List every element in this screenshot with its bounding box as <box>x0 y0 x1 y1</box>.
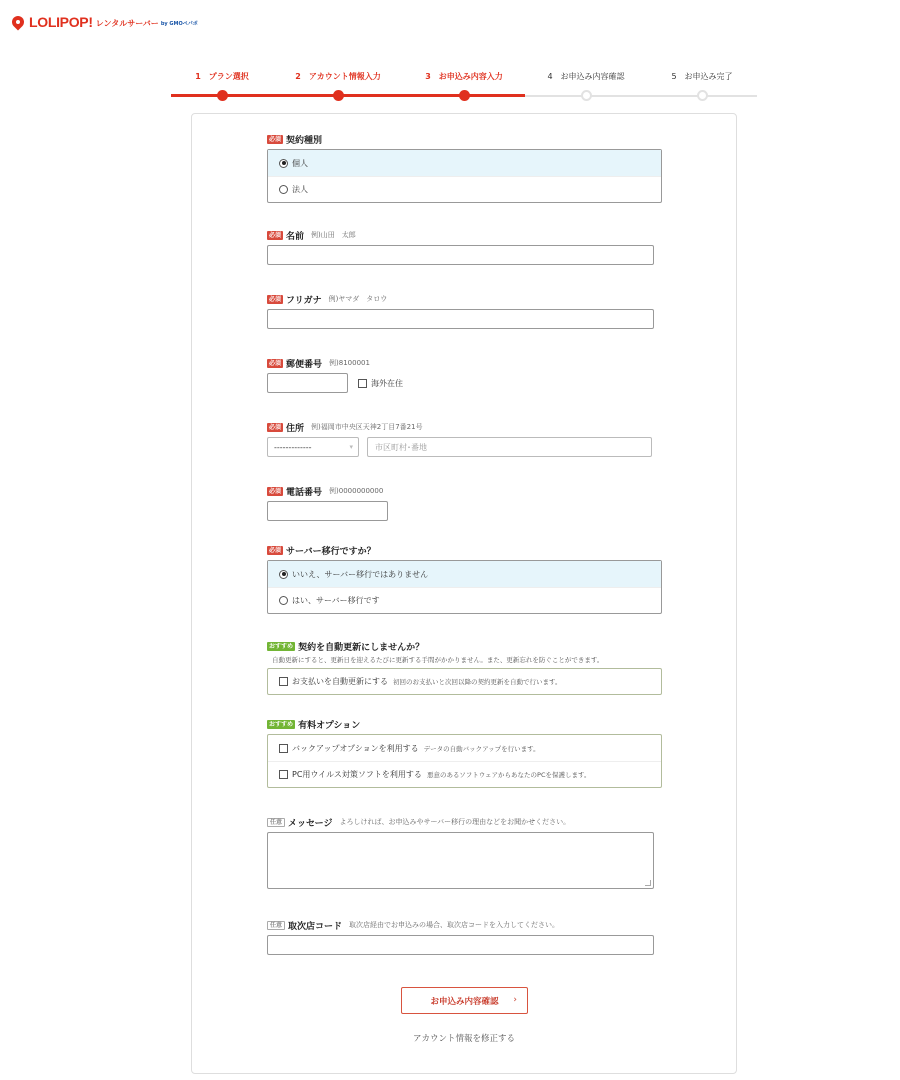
contract-type-radio-group <box>267 149 662 203</box>
phone-field <box>267 484 662 521</box>
overseas-checkbox[interactable] <box>358 378 403 389</box>
required-badge: 必須 <box>269 231 282 239</box>
postal-code-example: 例)8100001 <box>329 359 370 367</box>
prefecture-select[interactable]: ------------- ▾ <box>267 437 359 457</box>
antivirus-option-checkbox[interactable]: PC用ウイルス対策ソフトを利用する 悪意のあるソフトウェアからあなたのPCを保護します。 <box>268 761 661 787</box>
recommended-badge: おすすめ <box>269 642 294 650</box>
furigana-field <box>267 292 662 329</box>
checkbox-icon[interactable] <box>279 677 288 686</box>
name-label: 名前 <box>286 231 305 242</box>
required-badge: 必須 <box>269 359 282 367</box>
agent-code-example: 取次店経由でお申込みの場合、取次店コードを入力してください。 <box>349 921 560 929</box>
step-1-label: プラン選択 <box>208 72 249 81</box>
checkbox-icon[interactable] <box>279 770 288 779</box>
auto-renew-checkbox-label: お支払いを自動更新にする <box>292 677 388 686</box>
address-field <box>267 420 662 457</box>
radio-selected-icon[interactable] <box>279 570 288 579</box>
optional-badge: 任意 <box>267 921 285 930</box>
agent-code-input[interactable] <box>267 935 654 955</box>
agent-code-field <box>267 918 662 955</box>
step-2-label: アカウント情報入力 <box>308 72 381 81</box>
step-5: 5 お申込み完了 <box>642 70 762 84</box>
migration-radio-group <box>267 560 662 614</box>
agent-code-label: 取次店コード <box>288 921 343 932</box>
furigana-input[interactable] <box>267 309 654 329</box>
logo-text: LOLIPOP! <box>29 14 93 30</box>
phone-input[interactable] <box>267 501 388 521</box>
chevron-down-icon: ▾ <box>349 443 353 451</box>
radio-selected-icon[interactable] <box>279 159 288 168</box>
city-street-placeholder: 市区町村･番地 <box>375 442 427 452</box>
address-example: 例)福岡市中央区天神2丁目7番21号 <box>311 423 423 431</box>
progress-steps <box>171 70 757 100</box>
step-1-dot <box>217 90 228 101</box>
step-2: 2 アカウント情報入力 <box>278 70 398 84</box>
radio-icon[interactable] <box>279 185 288 194</box>
furigana-example: 例)ヤマダ タロウ <box>328 295 388 303</box>
message-field <box>267 815 662 889</box>
optional-badge: 任意 <box>267 818 285 827</box>
address-label: 住所 <box>286 423 305 434</box>
step-3: 3 お申込み内容入力 <box>404 70 524 84</box>
chevron-right-icon: › <box>513 995 517 1005</box>
step-4-label: お申込み内容確認 <box>560 72 625 81</box>
step-1: 1 プラン選択 <box>162 70 282 84</box>
lolipop-logo-icon <box>10 14 26 30</box>
auto-renew-checkbox-desc: 初回のお支払いと次回以降の契約更新を自動で行います。 <box>393 678 562 686</box>
name-input[interactable] <box>267 245 654 265</box>
logo-subtitle: レンタルサーバー <box>95 19 159 28</box>
name-field <box>267 228 662 265</box>
message-example: よろしければ、お申込みやサーバー移行の理由などをお聞かせください。 <box>339 818 571 826</box>
message-label: メッセージ <box>288 818 333 829</box>
confirm-application-button[interactable] <box>401 987 528 1014</box>
contract-type-option-individual[interactable]: 個人 <box>268 150 661 176</box>
contract-type-option-corporate[interactable]: 法人 <box>268 176 661 202</box>
auto-renew-field <box>267 639 662 695</box>
migration-field <box>267 543 662 614</box>
step-3-label: お申込み内容入力 <box>438 72 503 81</box>
radio-icon[interactable] <box>279 596 288 605</box>
paid-options-group <box>267 734 662 788</box>
overseas-label: 海外在住 <box>371 378 403 388</box>
auto-renew-label: 契約を自動更新にしませんか？ <box>298 642 425 653</box>
required-badge: 必須 <box>269 295 282 303</box>
step-2-dot <box>333 90 344 101</box>
contract-type-field <box>267 132 662 203</box>
checkbox-icon[interactable] <box>358 379 367 388</box>
resize-grip-icon[interactable] <box>645 880 651 886</box>
required-badge: 必須 <box>269 487 282 495</box>
contract-type-label: 契約種別 <box>286 135 323 146</box>
phone-label: 電話番号 <box>286 487 323 498</box>
name-example: 例)山田 太郎 <box>311 231 356 239</box>
step-5-dot <box>697 90 708 101</box>
postal-code-label: 郵便番号 <box>286 359 323 370</box>
edit-account-link[interactable]: アカウント情報を修正する <box>413 1034 515 1044</box>
required-badge: 必須 <box>269 546 282 554</box>
application-form-panel <box>191 113 737 1074</box>
migration-label: サーバー移行ですか？ <box>286 546 376 557</box>
postal-code-field <box>267 356 662 393</box>
lolipop-logo[interactable] <box>10 12 198 32</box>
furigana-label: フリガナ <box>286 295 322 306</box>
recommended-badge: おすすめ <box>269 720 294 728</box>
migration-option-yes[interactable]: はい、サーバー移行です <box>268 587 661 613</box>
step-3-dot <box>459 90 470 101</box>
required-badge: 必須 <box>269 423 282 431</box>
phone-example: 例)0000000000 <box>329 487 384 495</box>
logo-by-gmo: by GMOペパボ <box>160 21 198 27</box>
step-4-dot <box>581 90 592 101</box>
step-4: 4 お申込み内容確認 <box>526 70 646 84</box>
city-street-input[interactable] <box>367 437 652 457</box>
auto-renew-checkbox[interactable] <box>267 668 662 695</box>
checkbox-icon[interactable] <box>279 744 288 753</box>
paid-options-label: 有料オプション <box>298 720 361 731</box>
postal-code-input[interactable] <box>267 373 348 393</box>
confirm-application-label: お申込み内容確認 <box>430 996 499 1007</box>
paid-options-field <box>267 717 662 788</box>
step-5-label: お申込み完了 <box>684 72 733 81</box>
auto-renew-note: 自動更新にすると、更新日を迎えるたびに更新する手間がかかりません。また、更新忘れを防ぐことができます。 <box>272 656 604 664</box>
required-badge: 必須 <box>269 135 282 143</box>
migration-option-no[interactable]: いいえ、サーバー移行ではありません <box>268 561 661 587</box>
backup-option-checkbox[interactable]: バックアップオプションを利用する データの自動バックアップを行います。 <box>268 735 661 761</box>
message-textarea[interactable] <box>267 832 654 889</box>
